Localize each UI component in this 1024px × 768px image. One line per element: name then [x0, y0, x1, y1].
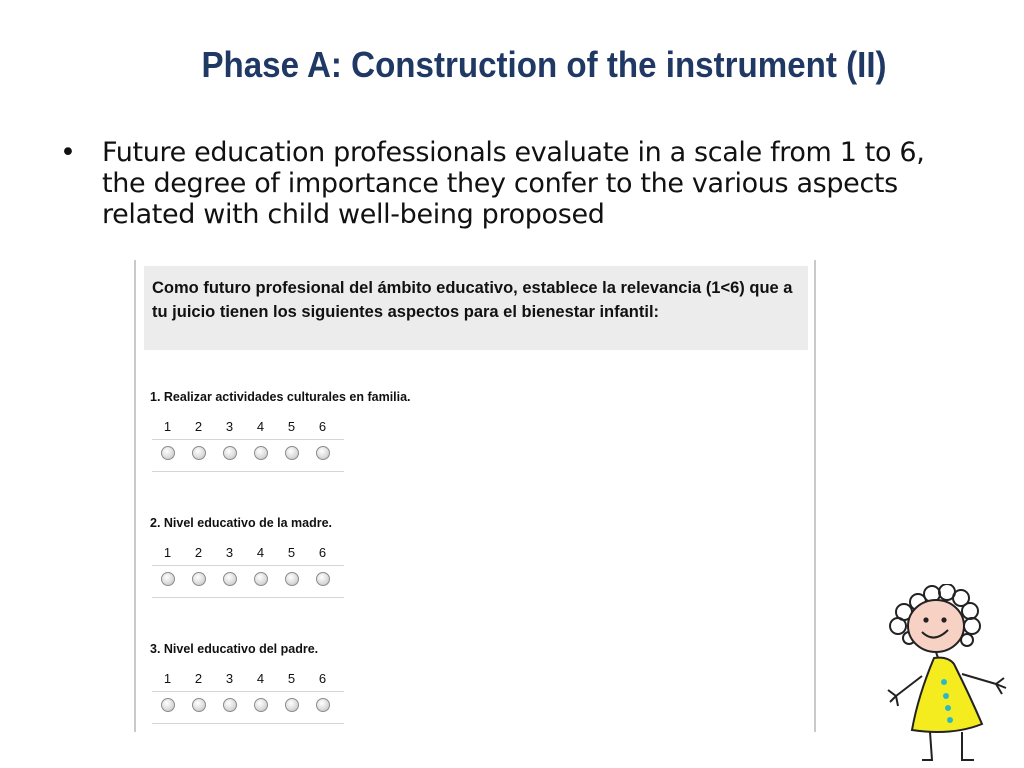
radio-q3-2[interactable]: [192, 698, 206, 712]
radio-q1-5[interactable]: [285, 446, 299, 460]
radio-q2-1[interactable]: [161, 572, 175, 586]
scale-label: 1: [163, 670, 172, 686]
radio-group: [152, 566, 344, 598]
scale-label: 6: [318, 670, 327, 686]
scale-label: 3: [225, 418, 234, 434]
radio-q3-1[interactable]: [161, 698, 175, 712]
bullet-symbol: •: [60, 137, 76, 168]
scale-label: 2: [194, 544, 203, 560]
scale-label: 2: [194, 418, 203, 434]
question-1-label: 1. Realizar actividades culturales en familia.: [150, 390, 411, 404]
scale-label: 5: [287, 418, 296, 434]
scale-label: 4: [256, 418, 265, 434]
question-2-label: 2. Nivel educativo de la madre.: [150, 516, 333, 530]
survey-screenshot: [134, 260, 816, 732]
radio-q1-4[interactable]: [254, 446, 268, 460]
radio-q3-5[interactable]: [285, 698, 299, 712]
slide-title: Phase A: Construction of the instrument (II): [201, 44, 887, 85]
scale-label: 4: [256, 670, 265, 686]
question-3-label: 3. Nivel educativo del padre.: [150, 642, 319, 656]
scale-numbers: [152, 539, 344, 566]
radio-q3-6[interactable]: [316, 698, 330, 712]
scale-label: 3: [225, 544, 234, 560]
scale-label: 5: [287, 670, 296, 686]
question-2-scale: [152, 539, 344, 598]
child-drawing-icon: [882, 584, 1018, 764]
scale-label: 5: [287, 544, 296, 560]
scale-label: 2: [194, 670, 203, 686]
question-1-scale: [152, 413, 344, 472]
radio-q1-6[interactable]: [316, 446, 330, 460]
scale-label: 6: [318, 418, 327, 434]
radio-q2-2[interactable]: [192, 572, 206, 586]
radio-q2-4[interactable]: [254, 572, 268, 586]
scale-numbers: [152, 665, 344, 692]
radio-q1-3[interactable]: [223, 446, 237, 460]
scale-label: 3: [225, 670, 234, 686]
radio-group: [152, 440, 344, 472]
bullet-text: Future education professionals evaluate in a scale from 1 to 6, the degree of importance they confer to the various aspects related with child well-being proposed: [102, 137, 925, 230]
radio-q3-4[interactable]: [254, 698, 268, 712]
survey-header: Como futuro profesional del ámbito educativo, establece la relevancia (1<6) que a tu juicio tienen los siguientes aspectos para el bienestar infantil:: [144, 266, 808, 350]
radio-q1-2[interactable]: [192, 446, 206, 460]
radio-q2-5[interactable]: [285, 572, 299, 586]
question-3-scale: [152, 665, 344, 724]
scale-label: 1: [163, 544, 172, 560]
scale-label: 6: [318, 544, 327, 560]
radio-q2-6[interactable]: [316, 572, 330, 586]
scale-label: 1: [163, 418, 172, 434]
radio-group: [152, 692, 344, 724]
scale-label: 4: [256, 544, 265, 560]
radio-q2-3[interactable]: [223, 572, 237, 586]
bullet-point: [60, 137, 960, 230]
radio-q3-3[interactable]: [223, 698, 237, 712]
scale-numbers: [152, 413, 344, 440]
radio-q1-1[interactable]: [161, 446, 175, 460]
